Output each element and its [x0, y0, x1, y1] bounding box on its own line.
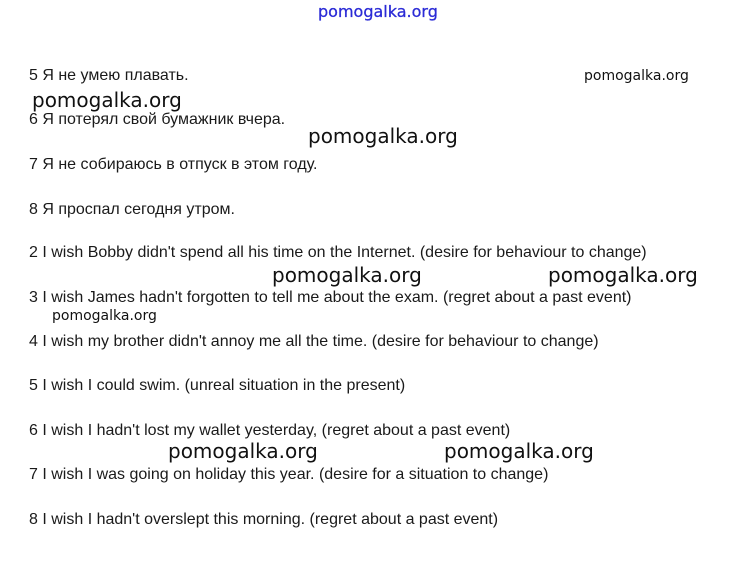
watermark: pomogalka.org: [444, 439, 594, 463]
line-ru-5: 5 Я не умею плавать.: [29, 67, 189, 84]
watermark: pomogalka.org: [168, 439, 318, 463]
line-en-6: 6 I wish I hadn't lost my wallet yesterday, (regret about a past event): [29, 422, 511, 439]
watermark: pomogalka.org: [308, 124, 458, 148]
watermark-header: pomogalka.org: [318, 2, 438, 21]
line-ru-7: 7 Я не собираюсь в отпуск в этом году.: [29, 156, 318, 173]
line-ru-8: 8 Я проспал сегодня утром.: [29, 201, 235, 218]
line-ru-6: 6 Я потерял свой бумажник вчера.: [29, 111, 286, 128]
line-en-5: 5 I wish I could swim. (unreal situation in the present): [29, 377, 406, 394]
line-en-3: 3 I wish James hadn't forgotten to tell me about the exam. (regret about a past event): [29, 289, 632, 306]
watermark: pomogalka.org: [272, 263, 422, 287]
watermark: pomogalka.org: [32, 88, 182, 112]
watermark: pomogalka.org: [584, 68, 689, 84]
line-en-7: 7 I wish I was going on holiday this year. (desire for a situation to change): [29, 466, 549, 483]
line-en-2: 2 I wish Bobby didn't spend all his time on the Internet. (desire for behaviour to change): [29, 244, 647, 261]
line-en-8: 8 I wish I hadn't overslept this morning. (regret about a past event): [29, 511, 499, 528]
line-en-4: 4 I wish my brother didn't annoy me all the time. (desire for behaviour to change): [29, 333, 599, 350]
watermark: pomogalka.org: [548, 263, 698, 287]
watermark: pomogalka.org: [52, 308, 157, 324]
